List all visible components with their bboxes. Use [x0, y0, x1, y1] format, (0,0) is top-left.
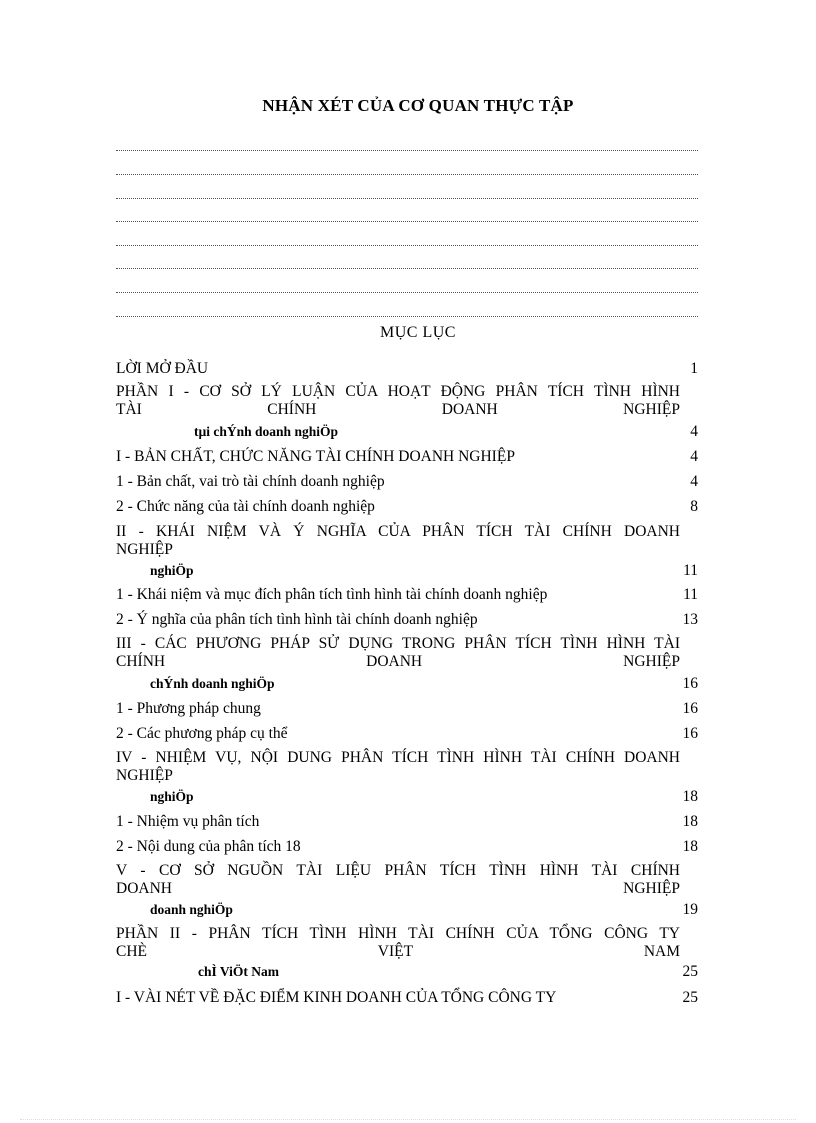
dotted-line	[116, 245, 698, 246]
toc-entry-text: 2 - Nội dung của phân tích 18	[116, 838, 301, 855]
toc-entry-page: 4	[690, 473, 698, 490]
toc-entry-line[interactable]: PHẦN I - CƠ SỞ LÝ LUẬN CỦA HOẠT ĐỘNG PHÂN TÍCH TÌNH HÌNH	[116, 383, 680, 400]
toc-entry-text: LỜI MỞ ĐẦU	[116, 360, 209, 377]
page-title: NHẬN XÉT CỦA CƠ QUAN THỰC TẬP	[262, 96, 574, 115]
toc-entry-line[interactable]: DOANH NGHIỆP	[116, 880, 680, 897]
dotted-line	[116, 174, 698, 175]
toc-entry-text: 1 - Phương pháp chung	[116, 700, 261, 717]
toc-entry-line[interactable]: II - KHÁI NIỆM VÀ Ý NGHĨA CỦA PHÂN TÍCH TÀI CHÍNH DOANH	[116, 523, 680, 540]
toc-entry-page: 18	[682, 788, 698, 805]
toc-entry-subtext: doanh nghiÖp	[150, 902, 233, 917]
toc-entry-subtext: nghiÖp	[150, 563, 194, 578]
dotted-line	[116, 198, 698, 199]
toc-entry-text: NGHIỆP	[116, 541, 173, 558]
toc-entry-text: 2 - Các phương pháp cụ thể	[116, 725, 288, 742]
toc-entry-line[interactable]: CHÍNH DOANH NGHIỆP	[116, 653, 680, 670]
toc-entry-page: 8	[690, 498, 698, 515]
toc-entry-line[interactable]: PHẦN II - PHÂN TÍCH TÌNH HÌNH TÀI CHÍNH CỦA TỔNG CÔNG TY	[116, 925, 680, 942]
dotted-line	[116, 150, 698, 151]
toc-entry-text: 1 - Khái niệm và mục đích phân tích tình hình tài chính doanh nghiệp	[116, 586, 548, 603]
toc-entry-subtext: chÝnh doanh nghiÖp	[150, 676, 275, 691]
toc-entry-line[interactable]: TÀI CHÍNH DOANH NGHIỆP	[116, 401, 680, 418]
toc-entry-text: 1 - Bản chất, vai trò tài chính doanh nghiệp	[116, 473, 385, 490]
toc-entry-page: 4	[690, 448, 698, 465]
toc-entry-line[interactable]: CHÈ VIỆT NAM	[116, 943, 680, 960]
toc-entry-text: NGHIỆP	[116, 767, 173, 784]
toc-entry-page: 19	[682, 901, 698, 918]
toc-entry-text: I - BẢN CHẤT, CHỨC NĂNG TÀI CHÍNH DOANH NGHIỆP	[116, 448, 515, 465]
dotted-line	[116, 316, 698, 317]
dotted-line	[116, 292, 698, 293]
toc-entry-text: 2 - Ý nghĩa của phân tích tình hình tài chính doanh nghiệp	[116, 611, 478, 628]
toc-entry-line[interactable]: IV - NHIỆM VỤ, NỘI DUNG PHÂN TÍCH TÌNH HÌNH TÀI CHÍNH DOANH	[116, 749, 680, 766]
toc-entry-page: 25	[682, 989, 698, 1006]
toc-entry-text: 1 - Nhiệm vụ phân tích	[116, 813, 260, 830]
toc-heading: MỤC LỤC	[380, 324, 456, 341]
toc-entry-page: 18	[682, 838, 698, 855]
toc-entry-page: 18	[682, 813, 698, 830]
toc-entry-text: 2 - Chức năng của tài chính doanh nghiệp	[116, 498, 375, 515]
toc-entry-line[interactable]: III - CÁC PHƯƠNG PHÁP SỬ DỤNG TRONG PHÂN TÍCH TÌNH HÌNH TÀI	[116, 635, 680, 652]
toc-entry-text: I - VÀI NÉT VỀ ĐẶC ĐIỂM KINH DOANH CỦA TỔNG CÔNG TY	[116, 989, 557, 1006]
toc-entry-page: 4	[690, 423, 698, 440]
toc-entry-subtext: nghiÖp	[150, 789, 194, 804]
toc-entry-page: 16	[682, 675, 698, 692]
toc-entry-page: 16	[682, 725, 698, 742]
toc-entry-page: 11	[683, 562, 698, 579]
toc-entry-subtext: chÌ ViÖt Nam	[198, 964, 279, 979]
toc-entry-line[interactable]: V - CƠ SỞ NGUỒN TÀI LIỆU PHÂN TÍCH TÌNH HÌNH TÀI CHÍNH	[116, 862, 680, 879]
toc-entry-page: 16	[682, 700, 698, 717]
toc-entry-page: 25	[682, 963, 698, 980]
toc-entry-page: 11	[683, 586, 698, 603]
dotted-line	[116, 221, 698, 222]
toc-entry-subtext: tµi chÝnh doanh nghiÖp	[194, 424, 338, 439]
toc-entry-page: 1	[690, 360, 698, 377]
page-bottom-border	[20, 1119, 796, 1120]
dotted-line	[116, 268, 698, 269]
toc-entry-page: 13	[682, 611, 698, 628]
